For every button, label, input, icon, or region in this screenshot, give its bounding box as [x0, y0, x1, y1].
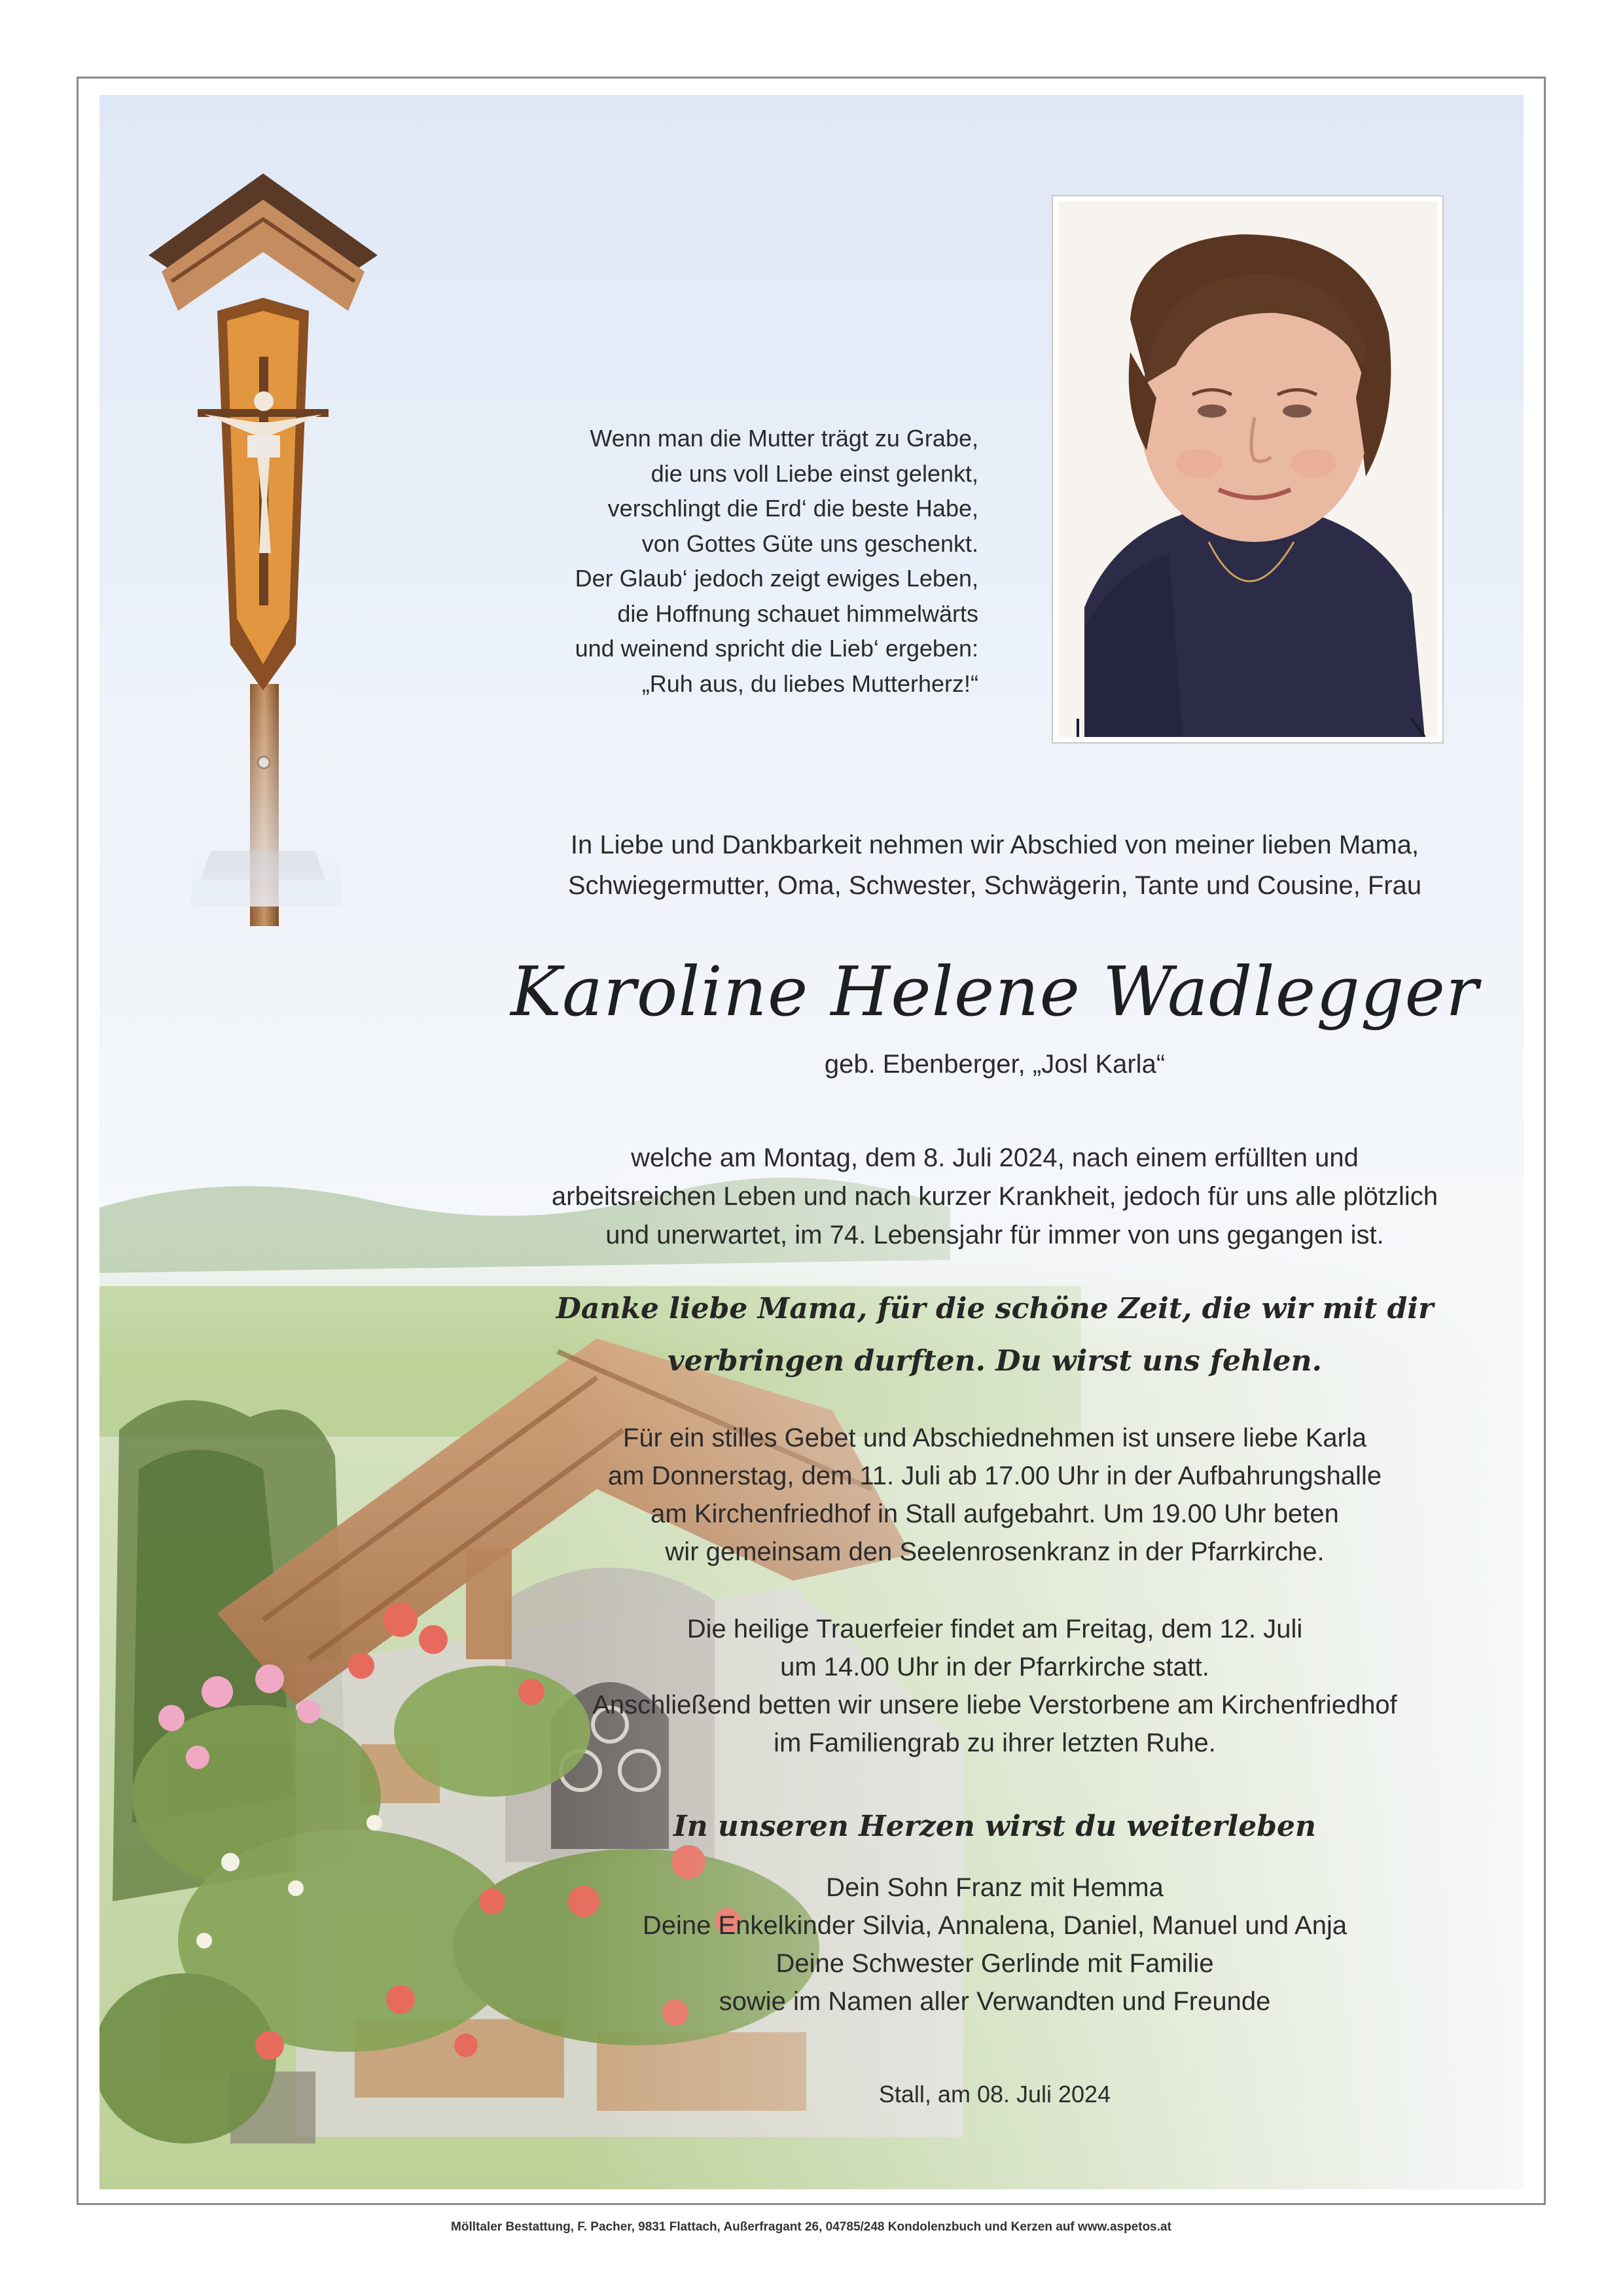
funeral-details: Die heilige Trauerfeier findet am Freitag, dem 12. Juli um 14.00 Uhr in der Pfarrkirche statt. Anschließend betten wir unsere liebe Verstorbene am Kirchenfriedhof im Familiengrab zu ihrer letzten Ruhe.: [592, 1615, 1397, 1757]
deceased-name: Karoline Helene Wadlegger: [510, 952, 1479, 1031]
funeral-home-footer: Mölltaler Bestattung, F. Pacher, 9831 Flattach, Außerfragant 26, 04785/248 Kondolenzbuch und Kerzen auf www.aspetos.at: [451, 2220, 1171, 2234]
place-and-date: Stall, am 08. Juli 2024: [878, 2081, 1111, 2108]
obituary-card: [77, 77, 1546, 2205]
wayside-cross-image: [149, 173, 378, 926]
thanks-message: Danke liebe Mama, für die schöne Zeit, die wir mit dir verbringen durften. Du wirst uns fehlen.: [556, 1292, 1434, 1378]
mourners-list: Dein Sohn Franz mit Hemma Deine Enkelkinder Silvia, Annalena, Daniel, Manuel und Anja Deine Schwester Gerlinde mit Familie sowie im Namen aller Verwandten und Freunde: [642, 1873, 1347, 2016]
memorial-poem: Wenn man die Mutter trägt zu Grabe, die uns voll Liebe einst gelenkt, verschlingt die Erd‘ die beste Habe, von Gottes Güte uns geschenkt. Der Glaub‘ jedoch zeigt ewiges Leben, die Hoffnung schauet himmelwärts und weinend spricht die Lieb‘ ergeben: „Ruh aus, du liebes Mutterherz!“: [575, 425, 978, 697]
wake-details: Für ein stilles Gebet und Abschiednehmen ist unsere liebe Karla am Donnerstag, dem 11. Juli ab 17.00 Uhr in der Aufbahrungshalle am Kirchenfriedhof in Stall aufgebahrt. Um 19.00 Uhr beten wir gemeinsam den Seelenrosenkranz in der Pfarrkirche.: [607, 1424, 1382, 1566]
portrait-frame: [1052, 195, 1444, 744]
death-notice: welche am Montag, dem 8. Juli 2024, nach einem erfüllten und arbeitsreichen Leben und nach kurzer Krankheit, jedoch für uns alle plötzlich und unerwartet, im 74. Lebensjahr für immer von uns gegangen ist.: [551, 1143, 1438, 1249]
portrait-photo: [1058, 202, 1437, 737]
memorial-motto: In unseren Herzen wirst du weiterleben: [673, 1810, 1316, 1843]
farewell-intro: In Liebe und Dankbarkeit nehmen wir Abschied von meiner lieben Mama, Schwiegermutter, Oma, Schwester, Schwägerin, Tante und Cousine, Frau: [567, 831, 1422, 900]
birth-name: geb. Ebenberger, „Josl Karla“: [824, 1050, 1166, 1079]
